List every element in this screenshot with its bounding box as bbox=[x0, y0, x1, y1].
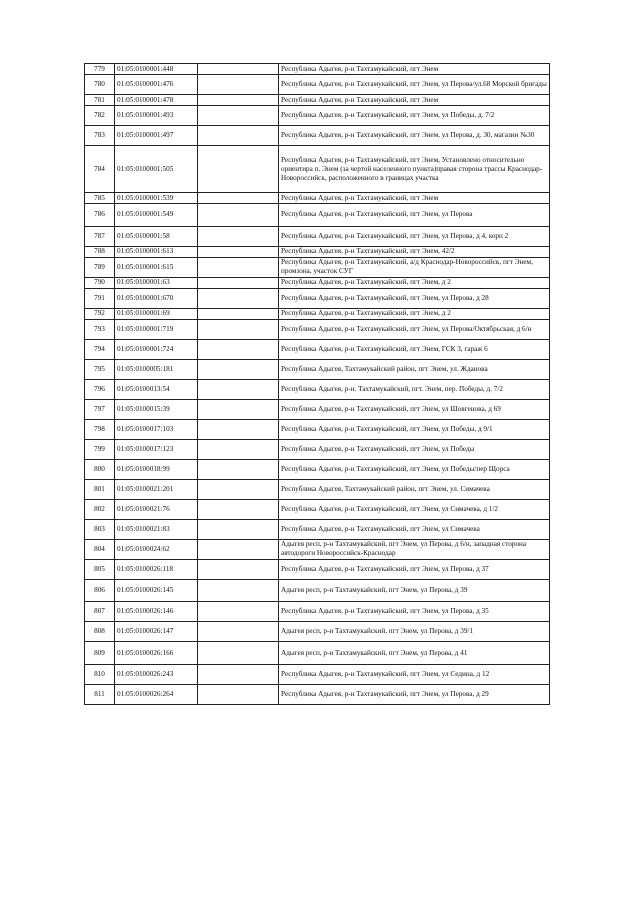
row-number: 793 bbox=[85, 319, 115, 339]
table-row bbox=[85, 204, 550, 227]
empty-cell bbox=[198, 622, 279, 642]
table-row bbox=[85, 277, 550, 288]
cadastral-number: 01:05:0100026:145 bbox=[115, 579, 198, 602]
row-number: 803 bbox=[85, 519, 115, 539]
cadastral-number: 01:05:0100001:549 bbox=[115, 204, 198, 227]
table-row bbox=[85, 479, 550, 499]
cadastral-number: 01:05:0100001:58 bbox=[115, 226, 198, 246]
address-cell: Адыгея респ, р-н Тахтамукайский, пгт Энем, ул Перова, д 39 bbox=[279, 579, 550, 602]
address-cell: Республика Адыгея, р-н Тахтамукайский, пгт Энем, ул Перова, д 4, корп 2 bbox=[279, 226, 550, 246]
table-row bbox=[85, 579, 550, 602]
cadastral-number: 01:05:0100015:39 bbox=[115, 399, 198, 419]
address-cell: Республика Адыгея, р-н Тахтамукайский, пгт Энем, ул Перова/ул.68 Морской бригады bbox=[279, 75, 550, 95]
table-row bbox=[85, 419, 550, 439]
row-number: 790 bbox=[85, 277, 115, 288]
cadastral-number: 01:05:0100001:63 bbox=[115, 277, 198, 288]
address-cell: Республика Адыгея, р-н Тахтамукайский, пгт Энем, ул Седина, д 12 bbox=[279, 665, 550, 685]
row-number: 804 bbox=[85, 539, 115, 559]
empty-cell bbox=[198, 226, 279, 246]
row-number: 802 bbox=[85, 499, 115, 519]
cadastral-number: 01:05:0100001:476 bbox=[115, 75, 198, 95]
empty-cell bbox=[198, 399, 279, 419]
row-number: 810 bbox=[85, 665, 115, 685]
empty-cell bbox=[198, 339, 279, 359]
table-row bbox=[85, 685, 550, 705]
cadastral-number: 01:05:0100001:539 bbox=[115, 193, 198, 204]
address-cell: Республика Адыгея, р-н Тахтамукайский, пгт Энем, ул Перова, д. 30, магазин №30 bbox=[279, 126, 550, 146]
cadastral-number: 01:05:0100026:264 bbox=[115, 685, 198, 705]
address-cell: Республика Адыгея, Тахтамукайский район, пгт Энем, ул. Жданова bbox=[279, 359, 550, 379]
table-row bbox=[85, 257, 550, 277]
empty-cell bbox=[198, 579, 279, 602]
cadastral-number: 01:05:0100026:118 bbox=[115, 559, 198, 579]
empty-cell bbox=[198, 559, 279, 579]
row-number: 784 bbox=[85, 146, 115, 193]
table-row bbox=[85, 193, 550, 204]
empty-cell bbox=[198, 277, 279, 288]
empty-cell bbox=[198, 64, 279, 75]
address-cell: Адыгея респ, р-н Тахтамукайский, пгт Энем, ул Перова, д 39/1 bbox=[279, 622, 550, 642]
address-cell: Республика Адыгея, р-н Тахтамукайский, пгт Энем, ГСК 3, гараж 6 bbox=[279, 339, 550, 359]
table-row bbox=[85, 439, 550, 459]
row-number: 795 bbox=[85, 359, 115, 379]
row-number: 788 bbox=[85, 246, 115, 257]
cadastral-number: 01:05:0100001:719 bbox=[115, 319, 198, 339]
table-row bbox=[85, 319, 550, 339]
row-number: 782 bbox=[85, 106, 115, 126]
row-number: 792 bbox=[85, 308, 115, 319]
address-cell: Республика Адыгея, р-н Тахтамукайский, пгт Энем, ул Победы, д 9/1 bbox=[279, 419, 550, 439]
address-cell: Республика Адыгея, р-н Тахтамукайский, пгт Энем, Установлено относительно ориентира п. Энем (за чертой населенного пункта)правая сторона трассы Краснодар-Новороссийск, расположенного в границах участка bbox=[279, 146, 550, 193]
table-row bbox=[85, 308, 550, 319]
empty-cell bbox=[198, 75, 279, 95]
row-number: 811 bbox=[85, 685, 115, 705]
row-number: 781 bbox=[85, 95, 115, 106]
cadastral-number: 01:05:0100024:62 bbox=[115, 539, 198, 559]
empty-cell bbox=[198, 685, 279, 705]
address-cell: Республика Адыгея, р-н Тахтамукайский, пгт Энем, ул Перова, д 29 bbox=[279, 685, 550, 705]
table-row bbox=[85, 399, 550, 419]
cadastral-number: 01:05:0100001:505 bbox=[115, 146, 198, 193]
cadastral-number: 01:05:0100021:83 bbox=[115, 519, 198, 539]
cadastral-number: 01:05:0100001:613 bbox=[115, 246, 198, 257]
cadastral-number: 01:05:0100013:54 bbox=[115, 379, 198, 399]
cadastral-number: 01:05:0100001:615 bbox=[115, 257, 198, 277]
address-cell: Республика Адыгея, р-н Тахтамукайский, пгт Энем, ул Перова, д 37 bbox=[279, 559, 550, 579]
table-row bbox=[85, 95, 550, 106]
table-row bbox=[85, 226, 550, 246]
table-row bbox=[85, 459, 550, 479]
empty-cell bbox=[198, 602, 279, 622]
cadastral-number: 01:05:0100005:181 bbox=[115, 359, 198, 379]
address-cell: Республика Адыгея, р-н Тахтамукайский, пгт Энем, ул Перова/Октябрьская, д 6/н bbox=[279, 319, 550, 339]
row-number: 785 bbox=[85, 193, 115, 204]
table-row bbox=[85, 64, 550, 75]
cadastral-number: 01:05:0100001:478 bbox=[115, 95, 198, 106]
address-cell: Республика Адыгея, р-н Тахтамукайский, пгт Энем, ул Перова, д 35 bbox=[279, 602, 550, 622]
cadastral-number: 01:05:0100001:69 bbox=[115, 308, 198, 319]
empty-cell bbox=[198, 257, 279, 277]
address-cell: Республика Адыгея, р-н Тахтамукайский, пгт Энем, ул Перова, д 28 bbox=[279, 288, 550, 308]
table-row bbox=[85, 126, 550, 146]
row-number: 796 bbox=[85, 379, 115, 399]
table-row bbox=[85, 559, 550, 579]
table-body bbox=[85, 64, 550, 705]
table-row bbox=[85, 106, 550, 126]
row-number: 801 bbox=[85, 479, 115, 499]
empty-cell bbox=[198, 665, 279, 685]
row-number: 789 bbox=[85, 257, 115, 277]
address-cell: Республика Адыгея, р-н Тахтамукайский, а/д Краснодар-Новороссийск, пгт Энем, промзона, участок СУГ bbox=[279, 257, 550, 277]
address-cell: Республика Адыгея, р-н Тахтамукайский, пгт Энем, д 2 bbox=[279, 308, 550, 319]
address-cell: Республика Адыгея, р-н Тахтамукайский, пгт Энем, ул Победы/пер Щорса bbox=[279, 459, 550, 479]
table-row bbox=[85, 246, 550, 257]
row-number: 779 bbox=[85, 64, 115, 75]
empty-cell bbox=[198, 359, 279, 379]
empty-cell bbox=[198, 146, 279, 193]
row-number: 799 bbox=[85, 439, 115, 459]
cadastral-number: 01:05:0100026:243 bbox=[115, 665, 198, 685]
empty-cell bbox=[198, 126, 279, 146]
row-number: 791 bbox=[85, 288, 115, 308]
cadastral-number: 01:05:0100021:201 bbox=[115, 479, 198, 499]
table-row bbox=[85, 519, 550, 539]
address-cell: Республика Адыгея, р-н Тахтамукайский, пгт Энем bbox=[279, 193, 550, 204]
empty-cell bbox=[198, 419, 279, 439]
address-cell: Адыгея респ, р-н Тахтамукайский, пгт Энем, ул Перова, д 6/н, западная сторона автодороги Новороссийск-Краснодар bbox=[279, 539, 550, 559]
empty-cell bbox=[198, 439, 279, 459]
row-number: 800 bbox=[85, 459, 115, 479]
empty-cell bbox=[198, 308, 279, 319]
cadastral-number: 01:05:0100026:166 bbox=[115, 642, 198, 665]
table-row bbox=[85, 622, 550, 642]
address-cell: Республика Адыгея, р-н Тахтамукайский, пгт Энем bbox=[279, 95, 550, 106]
table-row bbox=[85, 602, 550, 622]
empty-cell bbox=[198, 479, 279, 499]
land-plots-table bbox=[84, 63, 550, 705]
cadastral-number: 01:05:0100001:448 bbox=[115, 64, 198, 75]
empty-cell bbox=[198, 319, 279, 339]
empty-cell bbox=[198, 519, 279, 539]
row-number: 805 bbox=[85, 559, 115, 579]
address-cell: Республика Адыгея, р-н Тахтамукайский, пгт Энем, ул Победы bbox=[279, 439, 550, 459]
row-number: 783 bbox=[85, 126, 115, 146]
cadastral-number: 01:05:0100001:670 bbox=[115, 288, 198, 308]
row-number: 808 bbox=[85, 622, 115, 642]
empty-cell bbox=[198, 379, 279, 399]
cadastral-number: 01:05:0100018:99 bbox=[115, 459, 198, 479]
address-cell: Республика Адыгея, р-н Тахтамукайский, пгт Энем, ул Симачева bbox=[279, 519, 550, 539]
address-cell: Республика Адыгея, р-н Тахтамукайский, пгт Энем, ул Симачева, д 1/2 bbox=[279, 499, 550, 519]
row-number: 798 bbox=[85, 419, 115, 439]
address-cell: Республика Адыгея, р-н Тахтамукайский, пгт Энем, ул Перова bbox=[279, 204, 550, 227]
cadastral-number: 01:05:0100001:724 bbox=[115, 339, 198, 359]
table-row bbox=[85, 379, 550, 399]
address-cell: Республика Адыгея, р-н Тахтамукайский, пгт Энем bbox=[279, 64, 550, 75]
cadastral-number: 01:05:0100001:493 bbox=[115, 106, 198, 126]
row-number: 794 bbox=[85, 339, 115, 359]
table-row bbox=[85, 499, 550, 519]
document-page bbox=[84, 63, 550, 705]
table-row bbox=[85, 642, 550, 665]
row-number: 797 bbox=[85, 399, 115, 419]
empty-cell bbox=[198, 95, 279, 106]
table-row bbox=[85, 288, 550, 308]
cadastral-number: 01:05:0100001:497 bbox=[115, 126, 198, 146]
row-number: 786 bbox=[85, 204, 115, 227]
address-cell: Адыгея респ, р-н Тахтамукайский, пгт Энем, ул Перова, д 41 bbox=[279, 642, 550, 665]
empty-cell bbox=[198, 459, 279, 479]
row-number: 806 bbox=[85, 579, 115, 602]
empty-cell bbox=[198, 246, 279, 257]
address-cell: Республика Адыгея, р-н. Тахтамукайский, пгт. Энем, пер. Победы, д. 7/2 bbox=[279, 379, 550, 399]
cadastral-number: 01:05:0100026:146 bbox=[115, 602, 198, 622]
row-number: 780 bbox=[85, 75, 115, 95]
table-row bbox=[85, 539, 550, 559]
cadastral-number: 01:05:0100017:103 bbox=[115, 419, 198, 439]
table-row bbox=[85, 339, 550, 359]
address-cell: Республика Адыгея, р-н Тахтамукайский, пгт Энем, ул Победы, д. 7/2 bbox=[279, 106, 550, 126]
empty-cell bbox=[198, 642, 279, 665]
row-number: 809 bbox=[85, 642, 115, 665]
table-row bbox=[85, 75, 550, 95]
cadastral-number: 01:05:0100017:123 bbox=[115, 439, 198, 459]
address-cell: Республика Адыгея, р-н Тахтамукайский, пгт Энем, д 2 bbox=[279, 277, 550, 288]
empty-cell bbox=[198, 499, 279, 519]
table-row bbox=[85, 665, 550, 685]
address-cell: Республика Адыгея, Тахтамукайский район, пгт Энем, ул. Симачева bbox=[279, 479, 550, 499]
address-cell: Республика Адыгея, р-н Тахтамукайский, пгт Энем, ул Шовгенова, д 69 bbox=[279, 399, 550, 419]
empty-cell bbox=[198, 539, 279, 559]
address-cell: Республика Адыгея, р-н Тахтамукайский, пгт Энем, 42/2 bbox=[279, 246, 550, 257]
table-row bbox=[85, 359, 550, 379]
empty-cell bbox=[198, 193, 279, 204]
row-number: 787 bbox=[85, 226, 115, 246]
row-number: 807 bbox=[85, 602, 115, 622]
empty-cell bbox=[198, 106, 279, 126]
table-row bbox=[85, 146, 550, 193]
empty-cell bbox=[198, 204, 279, 227]
cadastral-number: 01:05:0100026:147 bbox=[115, 622, 198, 642]
empty-cell bbox=[198, 288, 279, 308]
cadastral-number: 01:05:0100021:76 bbox=[115, 499, 198, 519]
